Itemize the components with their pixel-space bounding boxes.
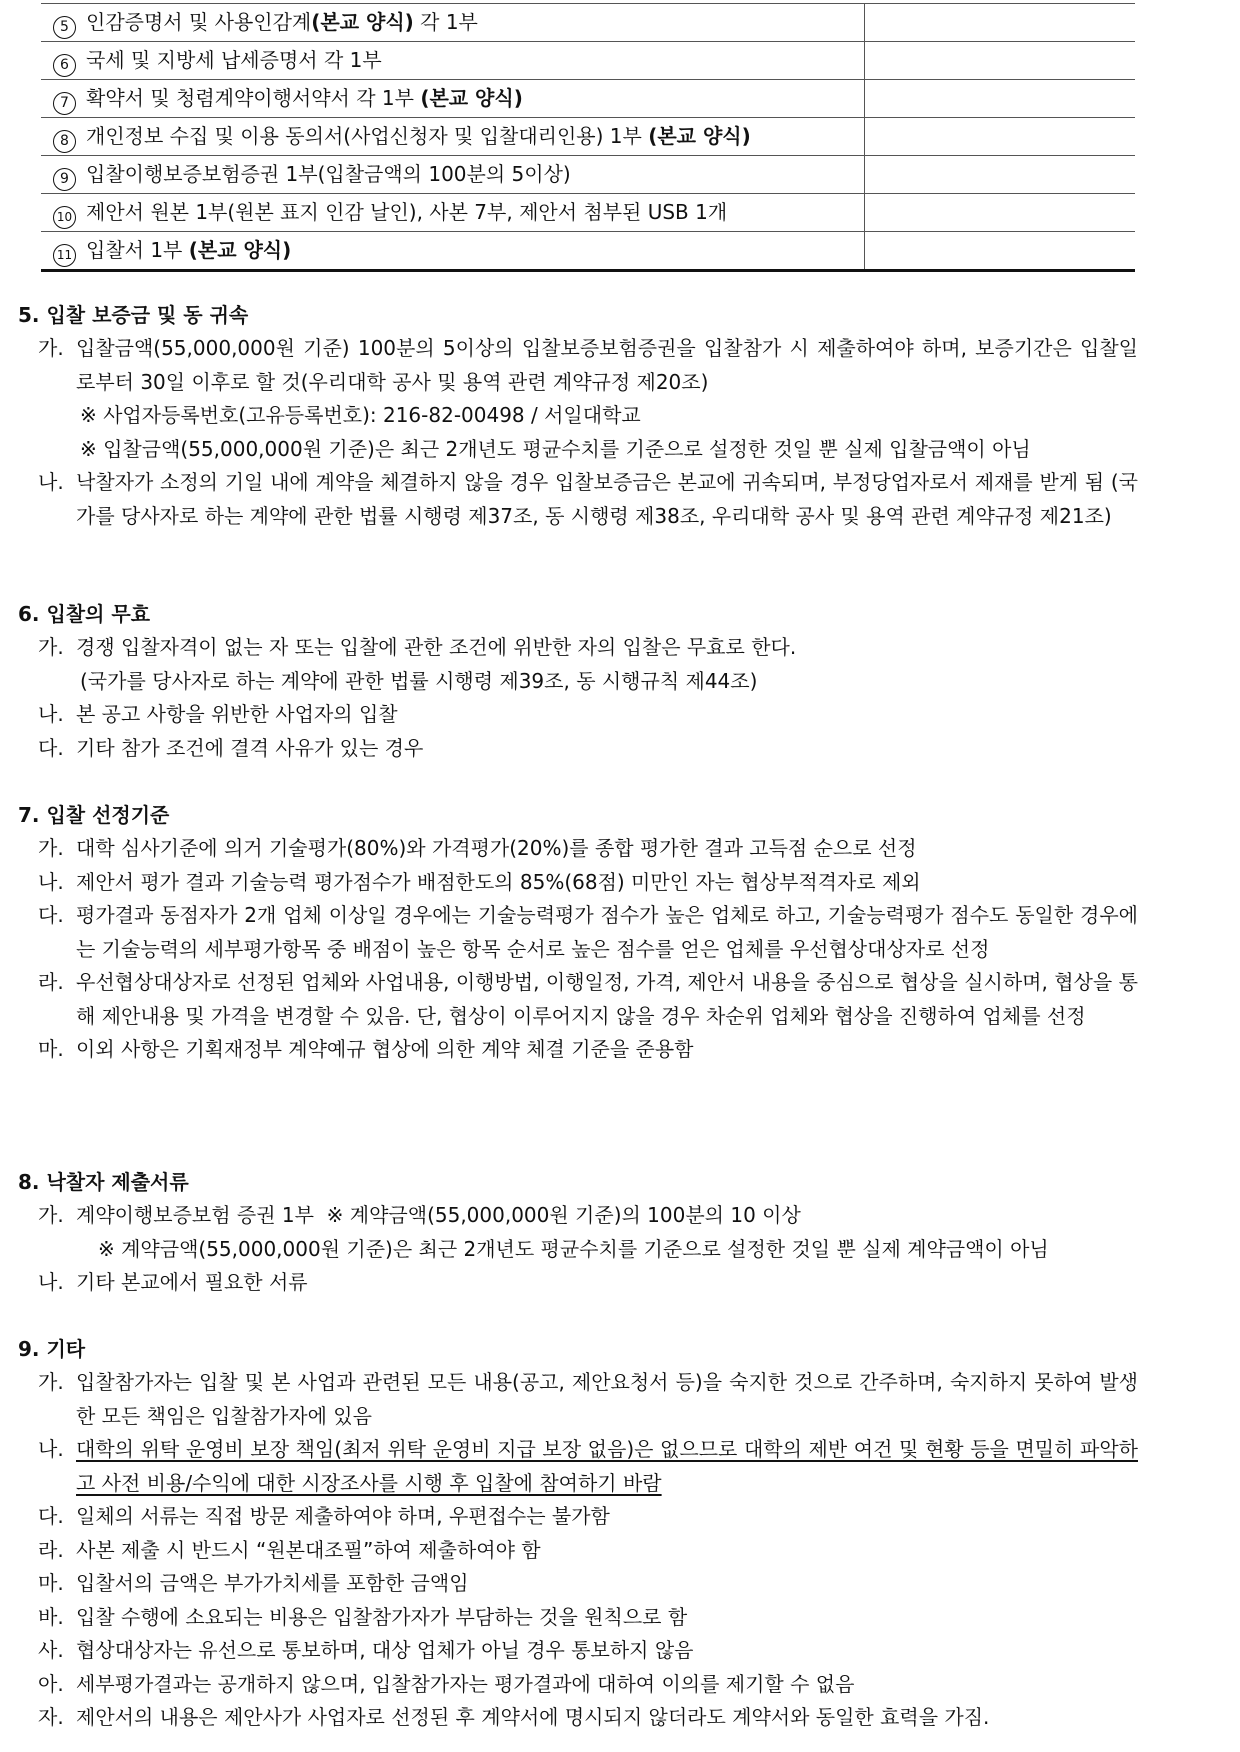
- table-row: [41, 4, 1135, 42]
- section-title: 7. 입찰 선정기준: [18, 803, 170, 827]
- table-row: [41, 156, 1135, 194]
- list-item: [18, 1433, 1138, 1500]
- doc-item-tail: 각 1부: [413, 10, 478, 34]
- item-marker: 가.: [38, 336, 64, 360]
- doc-item-text: 입찰서 1부: [86, 238, 189, 262]
- item-text: 기타 참가 조건에 결격 사유가 있는 경우: [76, 735, 424, 760]
- list-item: [18, 1500, 1138, 1534]
- doc-item-cell: [41, 194, 864, 232]
- item-note: ※ 계약금액(55,000,000원 기준)은 최근 2개년도 평균수치를 기준으로 설정한 것일 뿐 실제 계약금액이 아님: [98, 1236, 1049, 1261]
- doc-item-text: 입찰이행보증보험증권 1부(입찰금액의 100분의 5이상): [86, 162, 571, 186]
- list-item: [18, 332, 1138, 399]
- doc-item-cell: [41, 232, 864, 271]
- list-item: [18, 1634, 1138, 1668]
- circled-number: 10: [53, 206, 76, 229]
- doc-item-text: 국세 및 지방세 납세증명서 각 1부: [86, 48, 382, 72]
- item-marker: 라.: [38, 1537, 64, 1562]
- doc-item-text: 개인정보 수집 및 이용 동의서(사업신청자 및 입찰대리인용) 1부: [86, 124, 649, 148]
- item-marker: 다.: [38, 735, 64, 760]
- table-row: [41, 80, 1135, 118]
- item-marker: 사.: [38, 1638, 64, 1662]
- item-text: 제안서 평가 결과 기술능력 평가점수가 배점한도의 85%(68점) 미만인 자는 협상부적격자로 제외: [76, 869, 921, 894]
- doc-check-cell: [864, 118, 1135, 156]
- doc-item-cell: [41, 42, 864, 80]
- doc-item-form-note: (본교 양식): [311, 10, 414, 34]
- circled-number: 8: [53, 130, 76, 153]
- table-row: [41, 232, 1135, 271]
- table-row: [41, 194, 1135, 232]
- list-item: [18, 698, 1138, 732]
- item-marker: 가.: [38, 635, 64, 659]
- item-text: 세부평가결과는 공개하지 않으며, 입찰참가자는 평가결과에 대하여 이의를 제기할 수 없음: [76, 1671, 855, 1696]
- item-text: 이외 사항은 기획재정부 계약예규 협상에 의한 계약 체결 기준을 준용함: [76, 1037, 694, 1061]
- list-item: [18, 1366, 1138, 1433]
- item-marker: 다.: [38, 1504, 64, 1528]
- item-text: 경쟁 입찰자격이 없는 자 또는 입찰에 관한 조건에 위반한 자의 입찰은 무효로 한다.: [76, 635, 797, 659]
- circled-number: 9: [53, 168, 76, 191]
- section-title: 6. 입찰의 무효: [18, 602, 151, 626]
- table-row: [41, 118, 1135, 156]
- list-item: [18, 1567, 1138, 1601]
- circled-number: 11: [53, 244, 76, 267]
- item-marker: 마.: [38, 1571, 64, 1595]
- section-miscellaneous: [18, 1333, 1138, 1735]
- list-item: [18, 966, 1138, 1033]
- item-text: 본 공고 사항을 위반한 사업자의 입찰: [76, 702, 398, 726]
- item-text: 입찰 수행에 소요되는 비용은 입찰참가자가 부담하는 것을 원칙으로 함: [76, 1604, 688, 1629]
- circled-number: 6: [53, 54, 76, 77]
- required-documents-table: [41, 3, 1135, 272]
- circled-number: 7: [53, 92, 76, 115]
- list-item: [18, 631, 1138, 665]
- doc-item-text: 인감증명서 및 사용인감계: [86, 10, 312, 34]
- doc-item-cell: [41, 4, 864, 42]
- section-title: 8. 낙찰자 제출서류: [18, 1170, 189, 1194]
- item-marker: 가.: [38, 1203, 64, 1227]
- table-row: [41, 42, 1135, 80]
- list-item: [18, 832, 1138, 866]
- item-text: 우선협상대상자로 선정된 업체와 사업내용, 이행방법, 이행일정, 가격, 제안서 내용을 중심으로 협상을 실시하며, 협상을 통해 제안내용 및 가격을 변경할 수 있음. 단, 협상이 이루어지지 않을 경우 차순위 업체와 협상을 진행하여 업체를 선정: [76, 970, 1138, 1028]
- doc-item-text: 확약서 및 청렴계약이행서약서 각 1부: [86, 86, 421, 110]
- section-bid-invalidity: [18, 598, 1138, 765]
- doc-check-cell: [864, 156, 1135, 194]
- item-marker: 가.: [38, 836, 64, 860]
- doc-item-cell: [41, 156, 864, 194]
- item-marker: 나.: [38, 702, 64, 726]
- item-text: 평가결과 동점자가 2개 업체 이상일 경우에는 기술능력평가 점수가 높은 업체로 하고, 기술능력평가 점수도 동일한 경우에는 기술능력의 세부평가항목 중 배점이 높은 항목 순서로 높은 점수를 얻은 업체를 우선협상대상자로 선정: [76, 903, 1138, 961]
- item-marker: 라.: [38, 970, 64, 994]
- doc-item-form-note: (본교 양식): [420, 86, 523, 110]
- item-text: 계약이행보증보험 증권 1부 ※ 계약금액(55,000,000원 기준)의 100분의 10 이상: [76, 1203, 801, 1227]
- item-marker: 다.: [38, 903, 64, 927]
- section-bid-bond: [18, 299, 1138, 533]
- item-note: (국가를 당사자로 하는 계약에 관한 법률 시행령 제39조, 동 시행규칙 제44조): [80, 668, 758, 693]
- doc-check-cell: [864, 232, 1135, 271]
- item-marker: 나.: [38, 1270, 64, 1294]
- item-marker: 자.: [38, 1705, 64, 1729]
- list-item: [18, 1601, 1138, 1635]
- section-winner-documents: [18, 1166, 1138, 1300]
- item-text-underlined: 대학의 위탁 운영비 보장 책임(최저 위탁 운영비 지급 보장 없음)은 없으므로 대학의 제반 여건 및 현황 등을 면밀히 파악하고 사전 비용/수익에 대한 시장조사를 시행 후 입찰에 참여하기 바람: [76, 1437, 1138, 1495]
- doc-check-cell: [864, 80, 1135, 118]
- item-marker: 나.: [38, 869, 64, 894]
- list-item: [18, 466, 1138, 533]
- item-marker: 아.: [38, 1671, 64, 1696]
- item-note: ※ 사업자등록번호(고유등록번호): 216-82-00498 / 서일대학교: [80, 403, 641, 427]
- item-text: 입찰금액(55,000,000원 기준) 100분의 5이상의 입찰보증보험증권을 입찰참가 시 제출하여야 하며, 보증기간은 입찰일로부터 30일 이후로 할 것(우리대학 공사 및 용역 관련 계약규정 제20조): [76, 336, 1138, 394]
- doc-item-cell: [41, 118, 864, 156]
- doc-check-cell: [864, 4, 1135, 42]
- list-item: [18, 1033, 1138, 1067]
- item-marker: 마.: [38, 1037, 64, 1061]
- item-text: 일체의 서류는 직접 방문 제출하여야 하며, 우편접수는 불가함: [76, 1504, 610, 1528]
- item-text: 대학 심사기준에 의거 기술평가(80%)와 가격평가(20%)를 종합 평가한 결과 고득점 순으로 선정: [76, 836, 917, 860]
- section-title: 5. 입찰 보증금 및 동 귀속: [18, 303, 249, 327]
- item-text: 낙찰자가 소정의 기일 내에 계약을 체결하지 않을 경우 입찰보증금은 본교에 귀속되며, 부정당업자로서 제재를 받게 됨 (국가를 당사자로 하는 계약에 관한 법률 시행령 제37조, 동 시행령 제38조, 우리대학 공사 및 용역 관련 계약규정 제21조): [76, 470, 1138, 528]
- item-marker: 가.: [38, 1370, 64, 1394]
- item-marker: 나.: [38, 1437, 64, 1461]
- doc-check-cell: [864, 42, 1135, 80]
- section-selection-criteria: [18, 799, 1138, 1067]
- item-text: 제안서의 내용은 제안사가 사업자로 선정된 후 계약서에 명시되지 않더라도 계약서와 동일한 효력을 가짐.: [76, 1705, 990, 1729]
- doc-item-form-note: (본교 양식): [188, 238, 292, 262]
- item-text: 협상대상자는 유선으로 통보하며, 대상 업체가 아닐 경우 통보하지 않음: [76, 1638, 694, 1662]
- list-item: [18, 1199, 1138, 1233]
- list-item: [18, 732, 1138, 766]
- item-note: ※ 입찰금액(55,000,000원 기준)은 최근 2개년도 평균수치를 기준으로 설정한 것일 뿐 실제 입찰금액이 아님: [80, 436, 1031, 461]
- circled-number: 5: [53, 16, 76, 39]
- item-text: 사본 제출 시 반드시 “원본대조필”하여 제출하여야 함: [76, 1537, 541, 1562]
- doc-item-form-note: (본교 양식): [648, 124, 751, 148]
- list-item: [18, 1701, 1138, 1735]
- list-item: [18, 1266, 1138, 1300]
- doc-item-cell: [41, 80, 864, 118]
- list-item: [18, 1668, 1138, 1702]
- item-text: 입찰참가자는 입찰 및 본 사업과 관련된 모든 내용(공고, 제안요청서 등)을 숙지한 것으로 간주하며, 숙지하지 못하여 발생한 모든 책임은 입찰참가자에 있음: [76, 1370, 1138, 1428]
- doc-check-cell: [864, 194, 1135, 232]
- item-marker: 나.: [38, 470, 64, 494]
- item-text: 입찰서의 금액은 부가가치세를 포함한 금액임: [76, 1571, 469, 1595]
- item-text: 기타 본교에서 필요한 서류: [76, 1270, 308, 1294]
- item-marker: 바.: [38, 1604, 64, 1629]
- list-item: [18, 899, 1138, 966]
- list-item: [18, 1534, 1138, 1568]
- doc-item-text: 제안서 원본 1부(원본 표지 인감 날인), 사본 7부, 제안서 첨부된 USB 1개: [86, 200, 728, 224]
- section-title: 9. 기타: [18, 1337, 86, 1361]
- list-item: [18, 866, 1138, 900]
